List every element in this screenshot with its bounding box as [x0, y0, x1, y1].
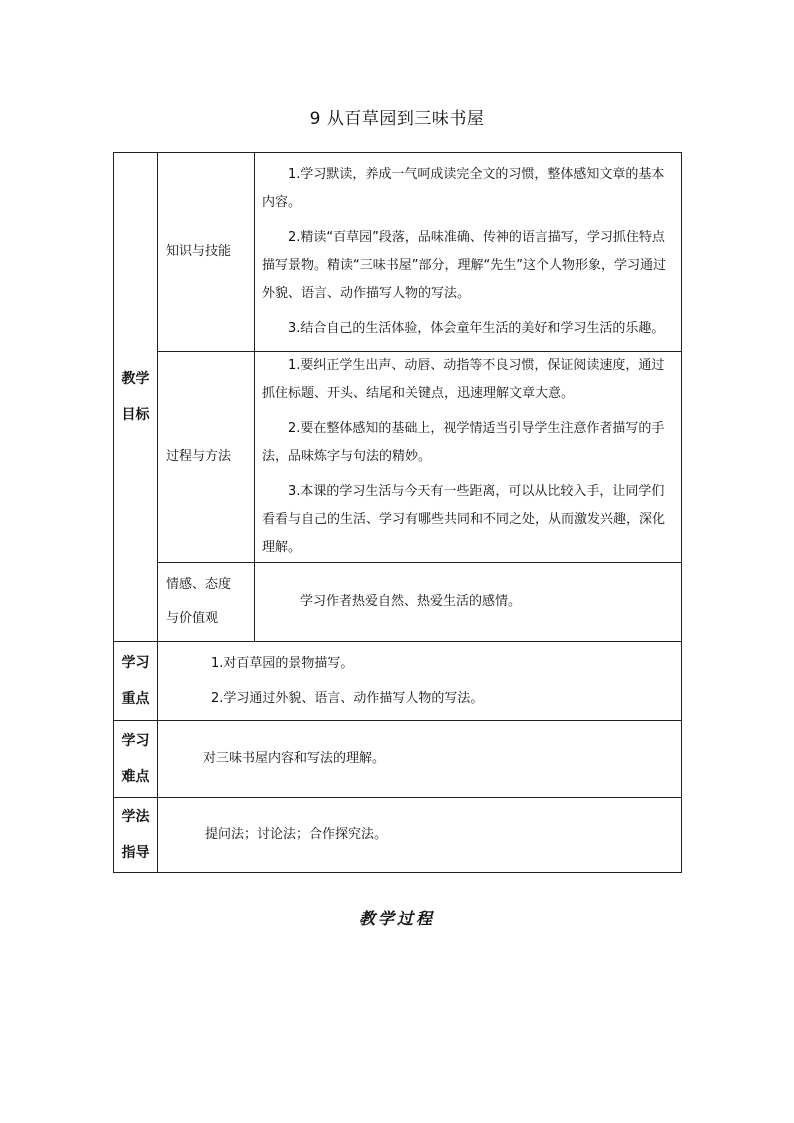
methods-label-line1: 学法: [121, 809, 150, 825]
knowledge-label: 知识与技能: [158, 153, 255, 352]
key-points-label-line1: 学习: [121, 655, 150, 671]
emotion-row: [114, 563, 682, 642]
process-item-3: 3.本课的学习生活与今天有一些距离，可以从比较入手，让同学们看看与自己的生活、学习有哪些共同和不同之处，从而激发兴趣，深化理解。: [262, 484, 666, 555]
emotion-content: [255, 563, 682, 642]
difficulties-row: [114, 721, 682, 798]
knowledge-item-1: 1.学习默读，养成一气呵成读完全文的习惯，整体感知文章的基本内容。: [262, 167, 665, 210]
key-points-label: [114, 642, 158, 721]
difficulties-label: [114, 721, 158, 798]
key-point-item-1: 1.对百草园的景物描写。: [211, 655, 354, 671]
teaching-process-heading: 教学过程: [358, 909, 435, 928]
knowledge-content: [255, 153, 682, 352]
key-points-label-line2: 重点: [121, 691, 150, 707]
objectives-label-line1: 教学: [121, 371, 150, 387]
process-label: 过程与方法: [158, 352, 255, 563]
difficulties-text: 对三味书屋内容和写法的理解。: [203, 751, 386, 766]
difficulties-label-line1: 学习: [121, 733, 150, 749]
emotion-label-line1: 情感、态度: [166, 577, 232, 592]
objectives-label: [114, 153, 158, 642]
methods-row: [114, 798, 682, 873]
difficulties-label-line2: 难点: [121, 769, 150, 785]
key-points-content: [158, 642, 682, 721]
process-item-2: 2.要在整体感知的基础上，视学情适当引导学生注意作者描写的手法，品味炼字与句法的精妙。: [262, 421, 665, 464]
methods-label: [114, 798, 158, 873]
process-row: [114, 352, 682, 563]
objectives-label-line2: 目标: [121, 407, 150, 423]
emotion-label: [158, 563, 255, 642]
difficulties-content: [158, 721, 682, 798]
process-item-1: 1.要纠正学生出声、动唇、动指等不良习惯，保证阅读速度，通过抓住标题、开头、结尾和关键点，迅速理解文章大意。: [262, 358, 665, 401]
lesson-plan-table: [113, 152, 682, 873]
key-points-row: [114, 642, 682, 721]
methods-content: [158, 798, 682, 873]
key-point-item-2: 2.学习通过外貌、语言、动作描写人物的写法。: [211, 690, 484, 706]
methods-text: 提问法；讨论法；合作探究法。: [205, 827, 388, 842]
knowledge-item-3: 3.结合自己的生活体验，体会童年生活的美好和学习生活的乐趣。: [288, 321, 665, 336]
emotion-label-line2: 与价值观: [166, 611, 219, 626]
knowledge-item-2: 2.精读“百草园”段落，品味准确、传神的语言描写，学习抓住特点描写景物。精读“三味书屋”部分，理解“先生”这个人物形象，学习通过外貌、语言、动作描写人物的写法。: [262, 230, 666, 301]
process-content: [255, 352, 682, 563]
lesson-title: 9 从百草园到三味书屋: [309, 109, 485, 129]
emotion-text: 学习作者热爱自然、热爱生活的感情。: [300, 594, 522, 609]
methods-label-line2: 指导: [121, 845, 150, 861]
knowledge-row: [114, 153, 682, 352]
